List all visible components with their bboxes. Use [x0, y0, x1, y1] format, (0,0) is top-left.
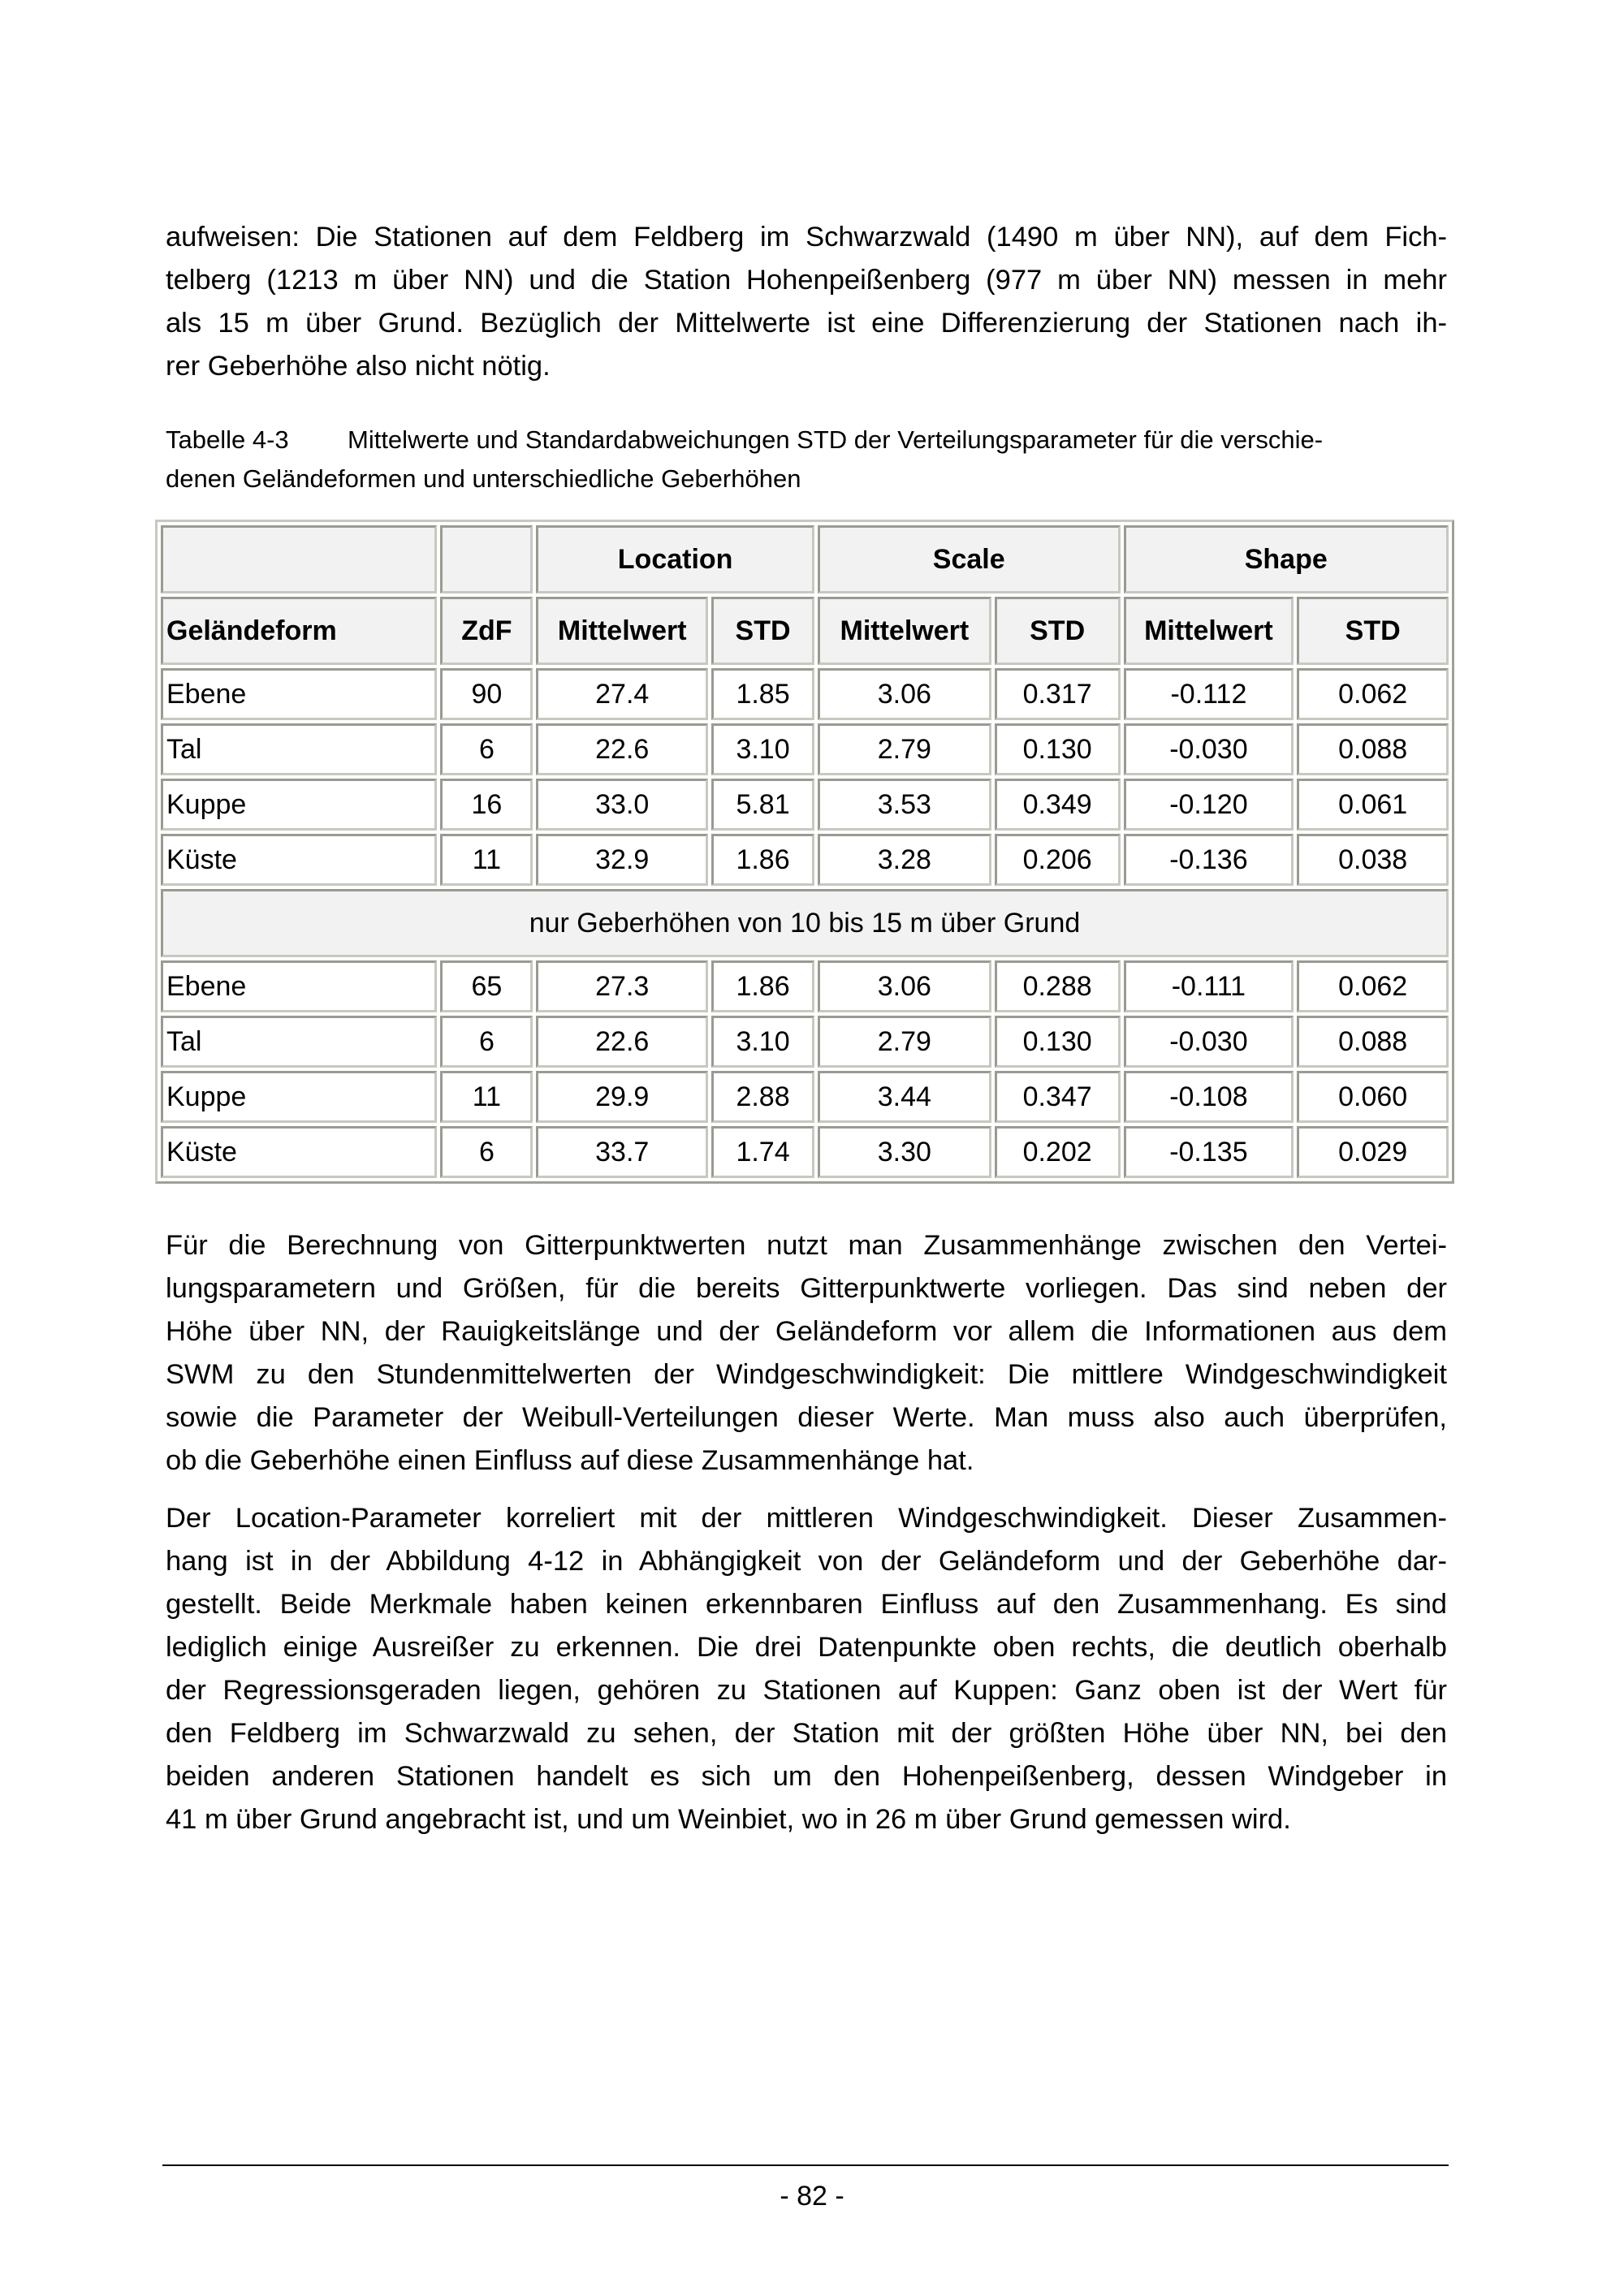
table-cell: 1.86 — [711, 834, 814, 886]
caption-label: Tabelle 4-3 — [166, 425, 289, 454]
table-row — [161, 834, 1449, 886]
table-cell: 1.86 — [711, 960, 814, 1012]
table-cell: 22.6 — [536, 723, 708, 775]
table-cell: -0.136 — [1124, 834, 1294, 886]
empty-header-cell — [161, 525, 437, 593]
text-line: lediglich einige Ausreißer zu erkennen. Die drei Datenpunkte oben rechts, die deutlich oberhalb — [166, 1632, 1447, 1663]
table-caption — [166, 421, 1447, 498]
table-cell: 3.28 — [818, 834, 991, 886]
table-cell: 27.3 — [536, 960, 708, 1012]
table-cell: Kuppe — [161, 1071, 437, 1123]
table-row — [161, 960, 1449, 1012]
table-cell: 0.130 — [995, 1016, 1121, 1068]
text-line: den Feldberg im Schwarzwald zu sehen, der Station mit der größten Höhe über NN, bei den — [166, 1718, 1447, 1749]
text-line: Höhe über NN, der Rauigkeitslänge und der Geländeform vor allem die Informationen aus dem — [166, 1316, 1447, 1347]
table-cell: 0.062 — [1297, 668, 1449, 720]
table-cell: -0.111 — [1124, 960, 1294, 1012]
table-cell: 3.53 — [818, 779, 991, 831]
text-line: SWM zu den Stundenmittelwerten der Windgeschwindigkeit: Die mittlere Windgeschwindigkeit — [166, 1359, 1447, 1390]
column-header: Mittelwert — [536, 597, 708, 665]
table-cell: 0.029 — [1297, 1126, 1449, 1178]
text-line: sowie die Parameter der Weibull-Verteilungen dieser Werte. Man muss also auch überprüfen, — [166, 1402, 1447, 1433]
table-cell: 3.06 — [818, 668, 991, 720]
statistics-table — [155, 520, 1454, 1184]
table-cell: Kuppe — [161, 779, 437, 831]
column-header: Mittelwert — [818, 597, 991, 665]
table-cell: -0.030 — [1124, 1016, 1294, 1068]
table-cell: Küste — [161, 1126, 437, 1178]
table-row — [161, 1126, 1449, 1178]
table-cell: 2.79 — [818, 723, 991, 775]
table-row — [161, 1071, 1449, 1123]
table-cell: 6 — [440, 1016, 533, 1068]
table-cell: 33.0 — [536, 779, 708, 831]
column-header: STD — [711, 597, 814, 665]
table-cell: 0.206 — [995, 834, 1121, 886]
table-cell: 1.85 — [711, 668, 814, 720]
text-line: aufweisen: Die Stationen auf dem Feldberg im Schwarzwald (1490 m über NN), auf dem Fich- — [166, 222, 1447, 252]
caption-line-2: denen Geländeformen und unterschiedliche Geberhöhen — [166, 464, 801, 493]
table-cell: 3.30 — [818, 1126, 991, 1178]
group-header-row — [161, 525, 1449, 593]
table-row — [161, 1016, 1449, 1068]
table-cell: 65 — [440, 960, 533, 1012]
table-cell: 0.062 — [1297, 960, 1449, 1012]
table-cell: Ebene — [161, 960, 437, 1012]
table-cell: 5.81 — [711, 779, 814, 831]
table-cell: 3.44 — [818, 1071, 991, 1123]
column-header: Geländeform — [161, 597, 437, 665]
table-cell: 6 — [440, 723, 533, 775]
table-cell: 6 — [440, 1126, 533, 1178]
table-cell: 11 — [440, 1071, 533, 1123]
text-line: telberg (1213 m über NN) und die Station Hohenpeißenberg (977 m über NN) messen in mehr — [166, 265, 1447, 296]
text-line: rer Geberhöhe also nicht nötig. — [166, 351, 551, 382]
empty-header-cell — [440, 525, 533, 593]
paragraph-2 — [166, 1224, 1447, 1482]
table-cell: 0.061 — [1297, 779, 1449, 831]
table-cell: 90 — [440, 668, 533, 720]
column-header: STD — [1297, 597, 1449, 665]
group-scale: Scale — [818, 525, 1121, 593]
table-cell: 1.74 — [711, 1126, 814, 1178]
text-line: lungsparametern und Größen, für die bereits Gitterpunktwerte vorliegen. Das sind neben der — [166, 1273, 1447, 1304]
table-row — [161, 668, 1449, 720]
footer-divider — [162, 2164, 1449, 2166]
column-header-row — [161, 597, 1449, 665]
table-cell: 27.4 — [536, 668, 708, 720]
table-cell: 22.6 — [536, 1016, 708, 1068]
text-line: hang ist in der Abbildung 4-12 in Abhängigkeit von der Geländeform und der Geberhöhe dar- — [166, 1546, 1447, 1577]
table-cell: 29.9 — [536, 1071, 708, 1123]
table-cell: 0.088 — [1297, 1016, 1449, 1068]
table-cell: -0.135 — [1124, 1126, 1294, 1178]
text-line: als 15 m über Grund. Bezüglich der Mittelwerte ist eine Differenzierung der Stationen nach ih- — [166, 308, 1447, 339]
paragraph-1 — [166, 216, 1447, 388]
table-cell: 2.79 — [818, 1016, 991, 1068]
table-cell: 2.88 — [711, 1071, 814, 1123]
group-location: Location — [536, 525, 814, 593]
paragraph-3 — [166, 1497, 1447, 1841]
table-cell: -0.108 — [1124, 1071, 1294, 1123]
table-cell: 0.088 — [1297, 723, 1449, 775]
text-line: 41 m über Grund angebracht ist, und um Weinbiet, wo in 26 m über Grund gemessen wird. — [166, 1804, 1291, 1835]
page-number: - 82 - — [780, 2181, 844, 2212]
table-cell: 0.349 — [995, 779, 1121, 831]
table-cell: -0.112 — [1124, 668, 1294, 720]
table-cell: 33.7 — [536, 1126, 708, 1178]
table-cell: Tal — [161, 1016, 437, 1068]
column-header: ZdF — [440, 597, 533, 665]
text-line: ob die Geberhöhe einen Einfluss auf diese Zusammenhänge hat. — [166, 1445, 974, 1476]
table-cell: 0.060 — [1297, 1071, 1449, 1123]
table-cell: Ebene — [161, 668, 437, 720]
table-row — [161, 779, 1449, 831]
table-cell: 0.130 — [995, 723, 1121, 775]
text-line: Für die Berechnung von Gitterpunktwerten nutzt man Zusammenhänge zwischen den Vertei- — [166, 1230, 1447, 1261]
column-header: Mittelwert — [1124, 597, 1294, 665]
caption-line-1: Mittelwerte und Standardabweichungen STD der Verteilungsparameter für die verschie- — [348, 425, 1324, 454]
table-cell: 16 — [440, 779, 533, 831]
table-cell: 0.038 — [1297, 834, 1449, 886]
text-line: beiden anderen Stationen handelt es sich um den Hohenpeißenberg, dessen Windgeber in — [166, 1761, 1447, 1792]
group-shape: Shape — [1124, 525, 1449, 593]
table-cell: 3.10 — [711, 723, 814, 775]
text-line: der Regressionsgeraden liegen, gehören zu Stationen auf Kuppen: Ganz oben ist der Wert für — [166, 1675, 1447, 1706]
table-cell: Tal — [161, 723, 437, 775]
table-cell: 0.288 — [995, 960, 1121, 1012]
table-cell: 0.202 — [995, 1126, 1121, 1178]
table-cell: 3.10 — [711, 1016, 814, 1068]
table-cell: -0.030 — [1124, 723, 1294, 775]
table-row — [161, 723, 1449, 775]
text-line: Der Location-Parameter korreliert mit der mittleren Windgeschwindigkeit. Dieser Zusammen- — [166, 1503, 1447, 1534]
column-header: STD — [995, 597, 1121, 665]
table-cell: 3.06 — [818, 960, 991, 1012]
subheader-row — [161, 889, 1449, 957]
table-cell: -0.120 — [1124, 779, 1294, 831]
table-cell: 32.9 — [536, 834, 708, 886]
table-cell: 0.317 — [995, 668, 1121, 720]
text-line: gestellt. Beide Merkmale haben keinen erkennbaren Einfluss auf den Zusammenhang. Es sind — [166, 1589, 1447, 1620]
table-cell: 0.347 — [995, 1071, 1121, 1123]
table-cell: 11 — [440, 834, 533, 886]
table-cell: Küste — [161, 834, 437, 886]
subheader-cell: nur Geberhöhen von 10 bis 15 m über Grund — [161, 889, 1449, 957]
